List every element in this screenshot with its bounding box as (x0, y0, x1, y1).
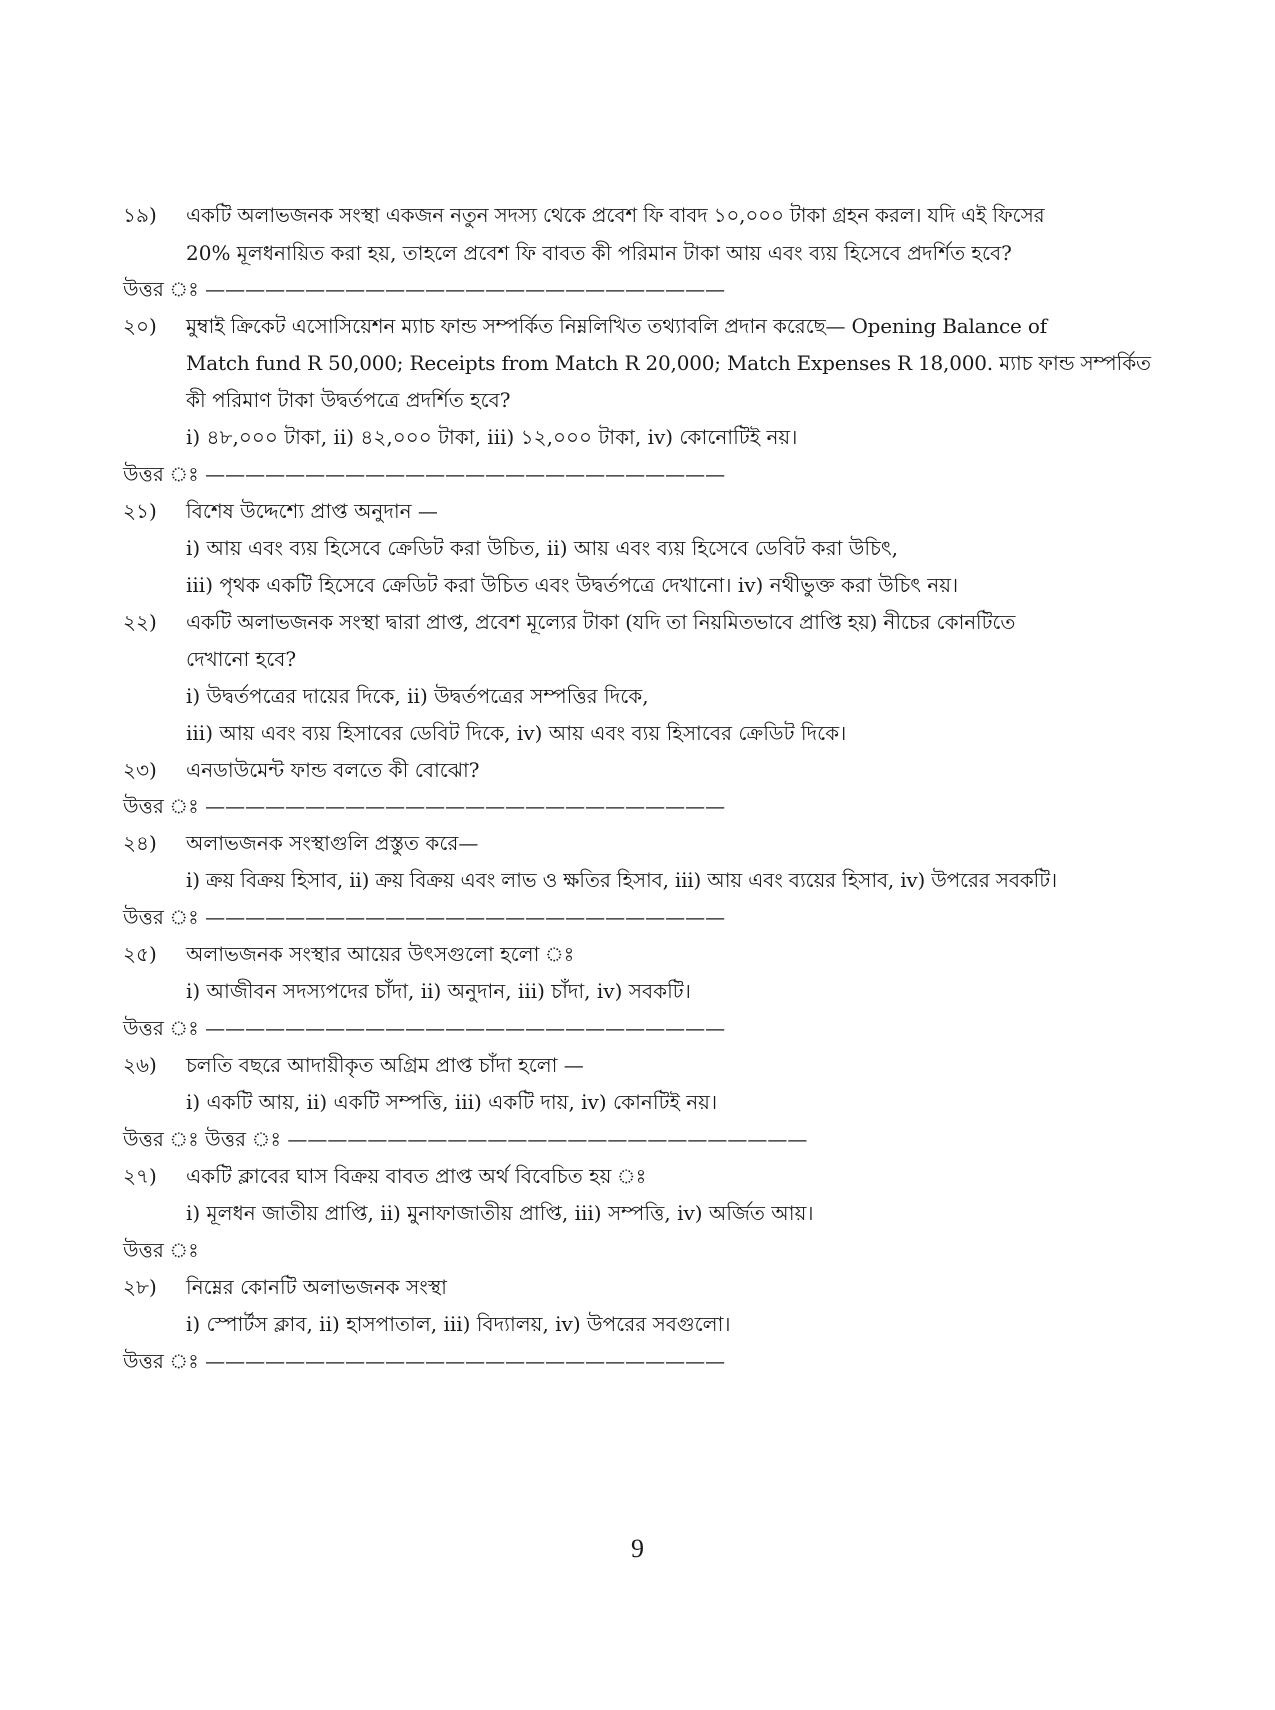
question-text: 20% মূলধনায়িত করা হয়, তাহলে প্রবেশ ফি বাবত কী পরিমান টাকা আয় এবং ব্যয় হিসেবে প্রদর্শিত হবে? (186, 241, 1012, 265)
answer-line: উত্তর ঃ —————————————————————————— (123, 462, 726, 486)
question-text: নিম্নের কোনটি অলাভজনক সংস্থা (186, 1275, 447, 1299)
question-number: ১৯) (123, 203, 157, 227)
answer-line: উত্তর ঃ —————————————————————————— (123, 1349, 726, 1373)
answer-line: উত্তর ঃ (123, 1238, 199, 1262)
question-text: চলতি বছরে আদায়ীকৃত অগ্রিম প্রাপ্ত চাঁদা হলো — (186, 1053, 584, 1077)
question-number: ২৪) (123, 831, 157, 855)
question-options: i) স্পোর্টস ক্লাব, ii) হাসপাতাল, iii) বিদ্যালয়, iv) উপরের সবগুলো। (186, 1312, 731, 1336)
question-options: iii) পৃথক একটি হিসেবে ক্রেডিট করা উচিত এবং উদ্বর্তপত্রে দেখানো। iv) নথীভুক্ত করা উচিৎ নয়। (186, 573, 959, 597)
question-options: i) আয় এবং ব্যয় হিসেবে ক্রেডিট করা উচিত, ii) আয় এবং ব্যয় হিসেবে ডেবিট করা উচিৎ, (186, 536, 898, 560)
question-number: ২১) (123, 499, 157, 523)
question-number: ২২) (123, 610, 157, 634)
answer-line: উত্তর ঃ —————————————————————————— (123, 905, 726, 929)
question-text: একটি অলাভজনক সংস্থা একজন নতুন সদস্য থেকে প্রবেশ ফি বাবদ ১০,০০০ টাকা গ্রহন করল। যদি এই ফিসের (186, 203, 1045, 227)
question-text: অলাভজনক সংস্থার আয়ের উৎসগুলো হলো ঃ (186, 942, 575, 966)
question-options: i) ৪৮,০০০ টাকা, ii) ৪২,০০০ টাকা, iii) ১২,০০০ টাকা, iv) কোনোটিই নয়। (186, 425, 798, 449)
question-text: দেখানো হবে? (186, 647, 297, 671)
question-number: ২৬) (123, 1053, 157, 1077)
question-options: i) ক্রয় বিক্রয় হিসাব, ii) ক্রয় বিক্রয় এবং লাভ ও ক্ষতির হিসাব, iii) আয় এবং ব্যয়ের হিসাব, iv) উপরের সবকটি। (186, 868, 1057, 892)
question-text: এনডাউমেন্ট ফান্ড বলতে কী বোঝো? (186, 758, 480, 782)
question-options: i) মূলধন জাতীয় প্রাপ্তি, ii) মুনাফাজাতীয় প্রাপ্তি, iii) সম্পত্তি, iv) অর্জিত আয়। (186, 1201, 814, 1225)
question-text: একটি ক্লাবের ঘাস বিক্রয় বাবত প্রাপ্ত অর্থ বিবেচিত হয় ঃ (186, 1164, 647, 1188)
question-options: i) উদ্বর্তপত্রের দায়ের দিকে, ii) উদ্বর্তপত্রের সম্পত্তির দিকে, (186, 684, 649, 708)
question-options: iii) আয় এবং ব্যয় হিসাবের ডেবিট দিকে, iv) আয় এবং ব্যয় হিসাবের ক্রেডিট দিকে। (186, 721, 847, 745)
question-number: ২৭) (123, 1164, 157, 1188)
question-number: ২৩) (123, 758, 157, 782)
answer-line: উত্তর ঃ উত্তর ঃ —————————————————————————— (123, 1127, 808, 1151)
answer-line: উত্তর ঃ —————————————————————————— (123, 1016, 726, 1040)
question-text: অলাভজনক সংস্থাগুলি প্রস্তুত করে— (186, 831, 479, 855)
question-number: ২৮) (123, 1275, 157, 1299)
question-text: বিশেষ উদ্দেশ্যে প্রাপ্ত অনুদান — (186, 499, 438, 523)
question-text: মুম্বাই ক্রিকেট এসোসিয়েশন ম্যাচ ফান্ড সম্পর্কিত নিম্নলিখিত তথ্যাবলি প্রদান করেছে— Opening Balance of (186, 314, 1047, 338)
question-options: i) একটি আয়, ii) একটি সম্পত্তি, iii) একটি দায়, iv) কোনটিই নয়। (186, 1090, 718, 1114)
question-text: কী পরিমাণ টাকা উদ্বর্তপত্রে প্রদর্শিত হবে? (186, 388, 511, 412)
answer-line: উত্তর ঃ —————————————————————————— (123, 277, 726, 301)
question-number: ২০) (123, 314, 157, 338)
page-number: 9 (631, 1534, 644, 1563)
question-text: একটি অলাভজনক সংস্থা দ্বারা প্রাপ্ত, প্রবেশ মূল্যের টাকা (যদি তা নিয়মিতভাবে প্রাপ্তি হয়) নীচের কোনটিতে (186, 610, 1016, 634)
question-number: ২৫) (123, 942, 157, 966)
question-options: i) আজীবন সদস্যপদের চাঁদা, ii) অনুদান, iii) চাঁদা, iv) সবকটি। (186, 979, 691, 1003)
question-text: Match fund R 50,000; Receipts from Match R 20,000; Match Expenses R 18,000. ম্যাচ ফান্ড সম্পর্কিত (186, 351, 1151, 375)
answer-line: উত্তর ঃ —————————————————————————— (123, 794, 726, 818)
